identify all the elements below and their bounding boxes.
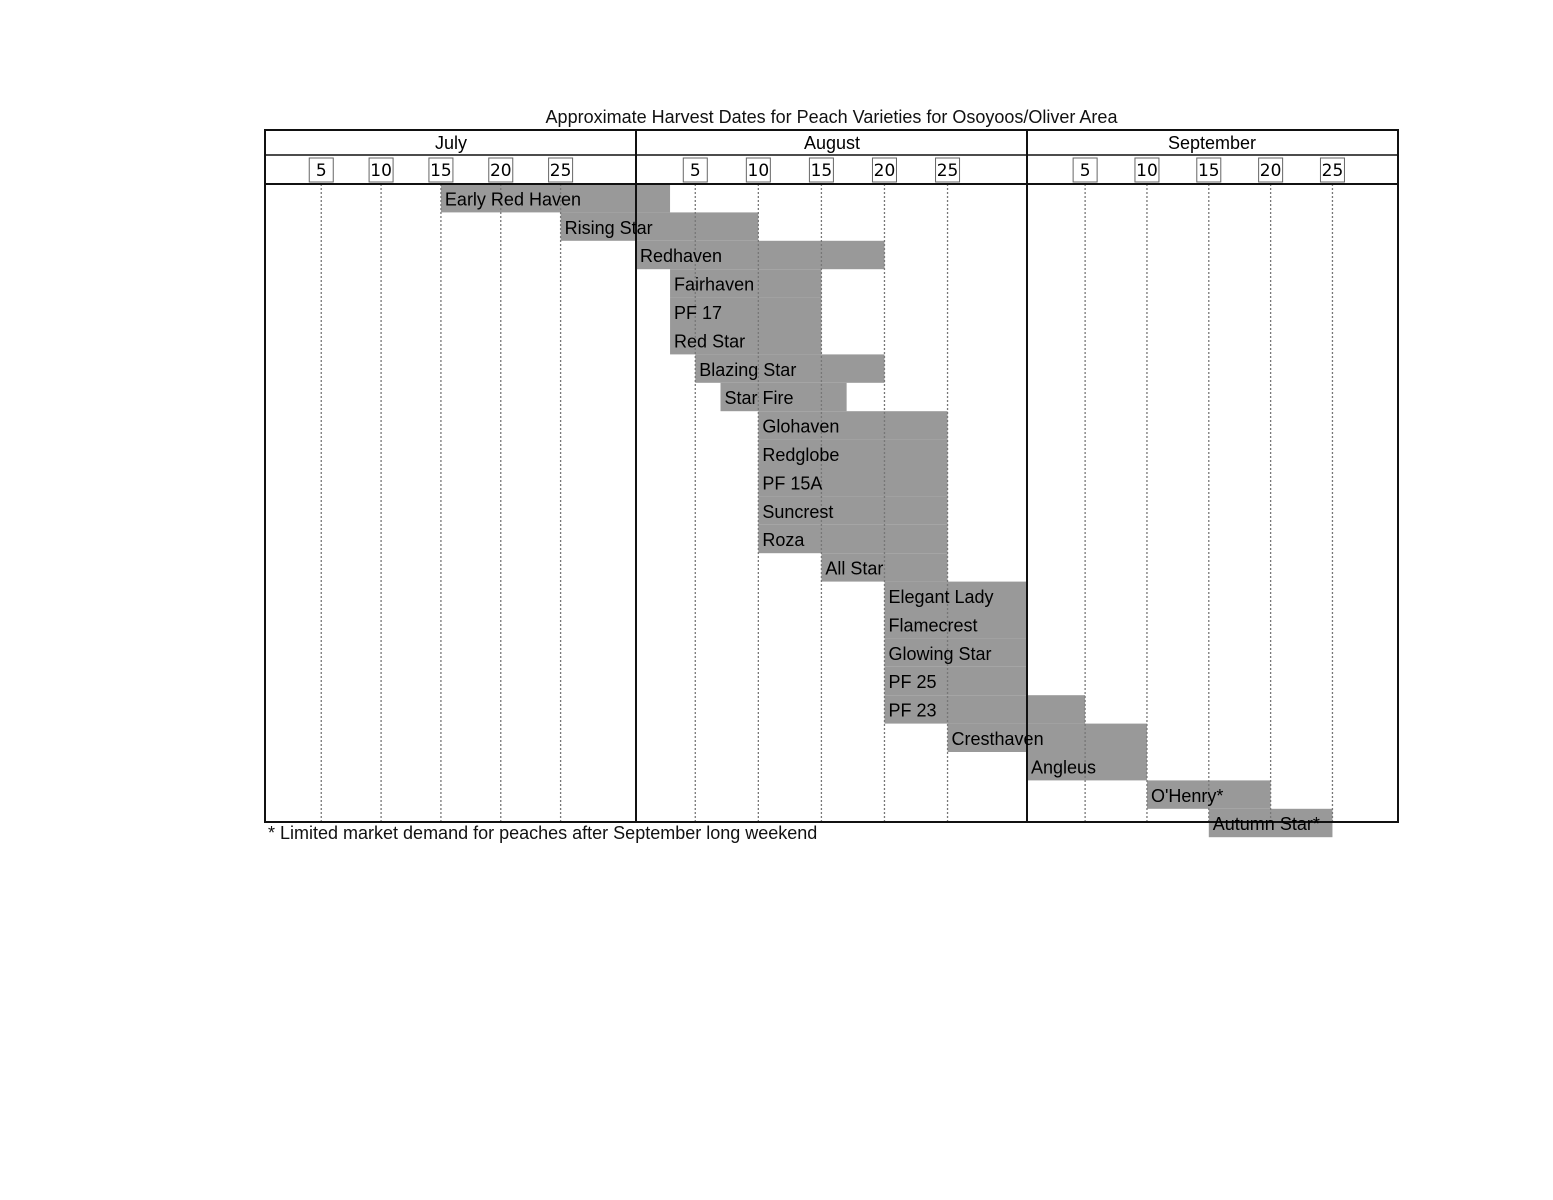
day-tick-label: 25 (549, 161, 572, 181)
variety-label: PF 25 (888, 672, 937, 693)
variety-label: Rising Star (564, 217, 653, 238)
day-tick-label: 20 (1259, 161, 1282, 181)
day-tick-label: 15 (430, 161, 452, 181)
variety-label: Flamecrest (888, 615, 978, 636)
variety-label: Glowing Star (888, 643, 992, 664)
variety-label: Star Fire (724, 388, 794, 409)
month-label: September (1167, 133, 1257, 153)
variety-label: Fairhaven (674, 274, 755, 295)
bars-layer (441, 184, 1333, 837)
variety-label: Red Star (674, 331, 746, 352)
variety-label: Elegant Lady (888, 587, 994, 607)
day-tick-label: 5 (689, 161, 701, 181)
variety-label: All Star (825, 558, 884, 579)
variety-label: PF 23 (888, 700, 937, 721)
variety-label: Suncrest (762, 501, 834, 522)
day-tick-label: 20 (873, 161, 896, 181)
day-tick-label: 15 (1197, 161, 1220, 181)
chart-title: Approximate Harvest Dates for Peach Varieties for Osoyoos/Oliver Area (545, 107, 1118, 127)
footnote: * Limited market demand for peaches after September long weekend (268, 823, 818, 843)
day-tick-label: 25 (1321, 161, 1344, 181)
day-tick-label: 5 (1079, 161, 1091, 181)
month-label: August (803, 133, 861, 153)
variety-label: Blazing Star (699, 359, 797, 380)
variety-label: Early Red Haven (444, 189, 582, 210)
day-tick-label: 25 (936, 161, 959, 181)
variety-label: Glohaven (762, 416, 840, 437)
day-tick-label: 10 (370, 161, 392, 181)
month-label: July (434, 133, 468, 153)
day-tick-label: 15 (810, 161, 833, 181)
variety-label: Cresthaven (951, 729, 1044, 749)
variety-label: Angleus (1031, 757, 1097, 778)
day-tick-label: 10 (747, 161, 770, 181)
variety-label: PF 15A (762, 473, 823, 494)
variety-label: O'Henry* (1150, 785, 1224, 806)
variety-label: Redglobe (762, 445, 840, 465)
day-tick-label: 10 (1136, 161, 1158, 181)
variety-label: Roza (762, 530, 805, 551)
day-tick-label: 5 (315, 161, 327, 181)
variety-label: PF 17 (674, 303, 723, 323)
day-tick-label: 20 (489, 161, 512, 181)
variety-label: Autumn Star* (1212, 814, 1320, 835)
variety-label: Redhaven (640, 246, 723, 267)
